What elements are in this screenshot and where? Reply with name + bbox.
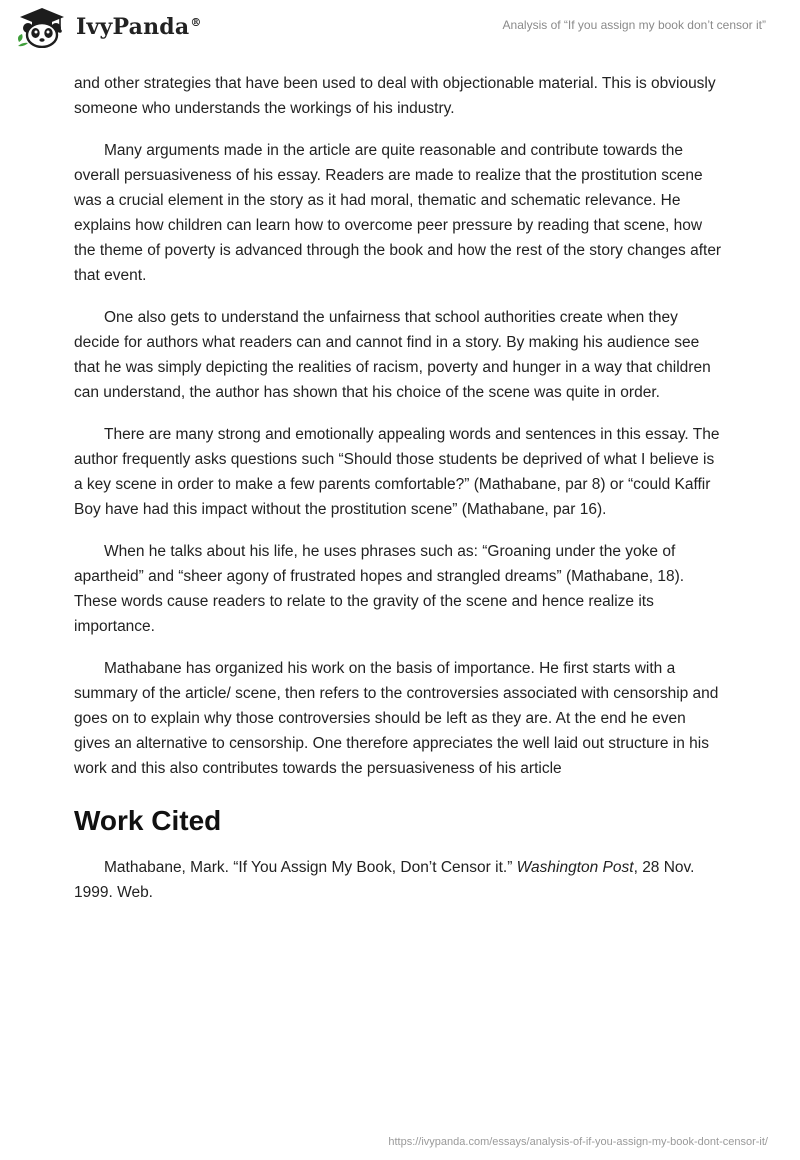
panda-graduation-icon: [14, 6, 70, 48]
works-cited-heading: Work Cited: [74, 805, 222, 836]
works-cited-entry: Mathabane, Mark. “If You Assign My Book, Don’t Censor it.” Washington Post, 28 Nov. 1999. Web.: [74, 859, 695, 901]
paragraph: One also gets to understand the unfairness that school authorities create when they decide for authors what readers can and cannot find in a story. By making his audience see that he was simply depicting the realities of racism, poverty and hunger in a way that children can understand, the author has shown that his choice of the scene was quite in order.: [74, 309, 711, 401]
paragraph-continued: and other strategies that have been used to deal with objectionable material. This is obviously someone who understands the workings of his industry.: [74, 75, 716, 117]
source-url[interactable]: https://ivypanda.com/essays/analysis-of-if-you-assign-my-book-dont-censor-it/: [388, 1136, 768, 1148]
trademark-symbol: ®: [190, 15, 202, 29]
publication-title: Washington Post: [516, 859, 634, 876]
page-header: [0, 0, 800, 64]
essay-body: [74, 71, 726, 922]
paragraph: Many arguments made in the article are quite reasonable and contribute towards the overall persuasiveness of his essay. Readers are made to realize that the prostitution scene was a crucial element in the story as it had moral, thematic and schematic relevance. He explains how children can learn how to overcome peer pressure by reading that scene, how the theme of poverty is advanced through the book and how the rest of the story changes after that event.: [74, 142, 722, 284]
document-title: Analysis of “If you assign my book don’t censor it”: [502, 18, 766, 32]
paragraph: There are many strong and emotionally appealing words and sentences in this essay. The author frequently asks questions such “Should those students be deprived of what I believe is a key scene in order to make a few parents comfortable?” (Mathabane, par 8) or “could Kaffir Boy have had this impact without the prostitution scene” (Mathabane, par 16).: [74, 426, 720, 518]
paragraph: Mathabane has organized his work on the basis of importance. He first starts with a summary of the article/ scene, then refers to the controversies associated with censorship and goes on to explain why those controversies should be left as they are. At the end he even gives an alternative to censorship. One therefore appreciates the well laid out structure in his work and this also contributes towards the persuasiveness of his article: [74, 660, 719, 777]
ivypanda-logo[interactable]: [14, 6, 202, 48]
paragraph: When he talks about his life, he uses phrases such as: “Groaning under the yoke of apartheid” and “sheer agony of frustrated hopes and strangled dreams” (Mathabane, 18). These words cause readers to relate to the gravity of the scene and hence realize its importance.: [74, 543, 685, 635]
brand-name: IvyPanda®: [76, 14, 202, 40]
